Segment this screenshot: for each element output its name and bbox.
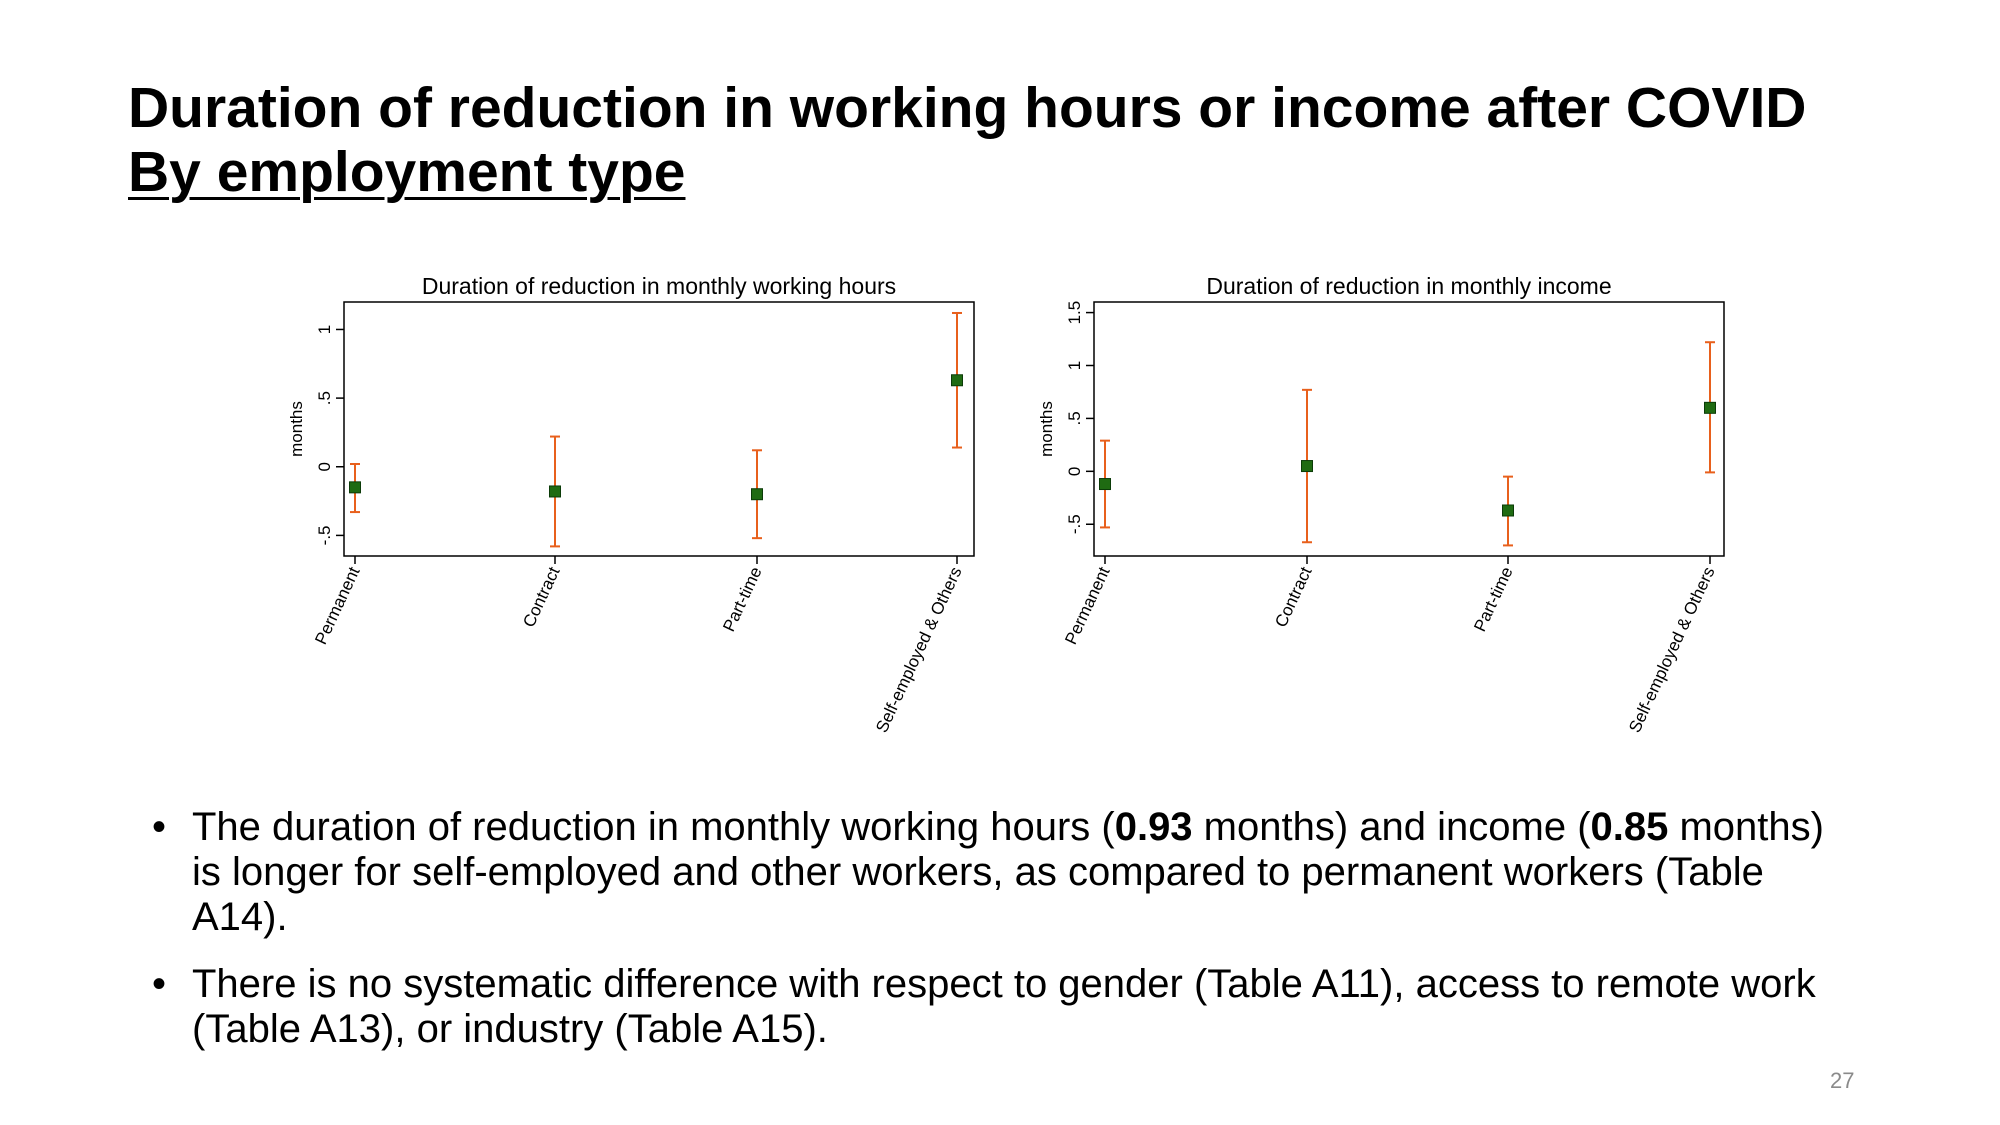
x-tick-label: Permanent (311, 563, 364, 648)
point-estimate-marker (1503, 505, 1514, 516)
point-estimate-marker (1302, 461, 1313, 472)
y-axis-label: months (1037, 401, 1056, 457)
bullet-item (150, 805, 1850, 940)
x-tick-label: Permanent (1061, 563, 1114, 648)
y-tick-label: 0 (1065, 466, 1084, 477)
y-tick-label: -.5 (315, 525, 334, 546)
y-tick-label: .5 (1065, 411, 1084, 426)
point-estimate-marker (350, 482, 361, 493)
y-axis-label: months (287, 401, 306, 457)
point-estimate-marker (1100, 479, 1111, 490)
plot-frame (1094, 302, 1724, 556)
bullet-text: The duration of reduction in monthly working hours ( (192, 805, 1115, 849)
y-tick-label: 0 (315, 462, 334, 472)
chart-income (1037, 273, 1724, 736)
bullet-dot: • (152, 805, 167, 849)
point-estimate-marker (952, 375, 963, 386)
x-tick-label: Contract (519, 563, 564, 631)
y-tick-label: .5 (315, 391, 334, 406)
x-tick-label: Self-employed & Others (872, 563, 966, 736)
bullet-list (150, 805, 1850, 1074)
slide-title-main: Duration of reduction in working hours or income after COVID (128, 76, 1807, 140)
plot-frame (344, 302, 974, 556)
bullet-text: There is no systematic difference with respect to gender (Table A11), access to remote work (Table A13), or industry (Table A15). (192, 962, 1816, 1051)
point-estimate-marker (1705, 402, 1716, 413)
page-number: 27 (1830, 1068, 1855, 1093)
x-tick-label: Part-time (1470, 563, 1517, 635)
x-tick-label: Part-time (719, 563, 766, 635)
bullet-highlight-value: 0.93 (1114, 805, 1193, 849)
x-tick-label: Self-employed & Others (1625, 563, 1719, 736)
bullet-text: months) is longer for self-employed and other workers, as compared to permanent workers (Table A14). (192, 805, 1824, 939)
bullet-item (150, 962, 1850, 1052)
y-tick-label: 1 (315, 324, 334, 335)
bullet-highlight-value: 0.85 (1590, 805, 1669, 849)
point-estimate-marker (550, 486, 561, 497)
y-tick-label: -.5 (1065, 514, 1084, 535)
slide-subtitle-text: By employment type (128, 140, 686, 204)
y-tick-label: 1.5 (1065, 300, 1084, 325)
y-tick-label: 1 (1065, 360, 1084, 371)
chart-title: Duration of reduction in monthly income (1206, 273, 1612, 299)
chart-working-hours (287, 273, 974, 736)
chart-title: Duration of reduction in monthly working hours (421, 273, 897, 299)
bullet-dot: • (152, 962, 167, 1006)
bullet-text: months) and income ( (1192, 805, 1591, 849)
point-estimate-marker (752, 489, 763, 500)
x-tick-label: Contract (1271, 563, 1316, 631)
